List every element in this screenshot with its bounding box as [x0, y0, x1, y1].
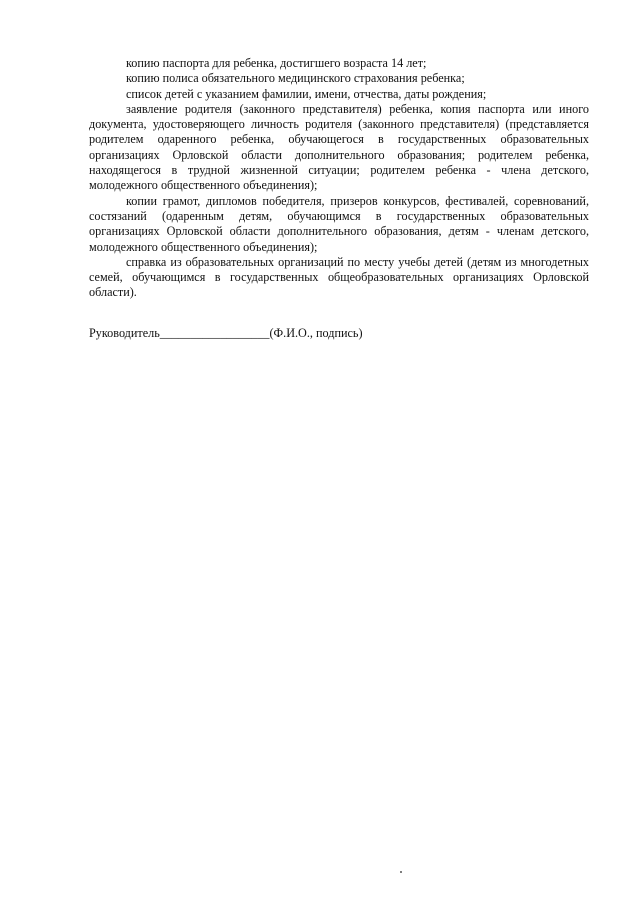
paragraph-insurance-policy: копию полиса обязательного медицинского страхования ребенка; — [126, 71, 465, 86]
paragraph-passport-copy: копию паспорта для ребенка, достигшего возраста 14 лет; — [126, 56, 427, 70]
paragraph-parent-statement: заявление родителя (законного представителя) ребенка, копия паспорта или иного документа, удостоверяющего личность родителя (законного представителя) (представляется родителем одаренного ребенка, обучающегося в государственных образовательных организациях Орловской области дополнительного образования; родителем ребенка, находящегося в трудной жизненной ситуации; родителем ребенка - члена детского, молодежного общественного объединения); — [89, 101, 589, 193]
paragraph-certificates-copies: копии грамот, дипломов победителя, призеров конкурсов, фестивалей, соревнований, состязаний (одаренным детям, обучающимся в государственных образовательных организациях Орловской области дополнительного образования, детям - членам детского, молодежного общественного объединения); — [89, 193, 589, 254]
paragraph-school-reference: справка из образовательных организаций по месту учебы детей (детям из многодетных семей, обучающимся в государственных общеобразовательных организациях Орловской области). — [89, 254, 589, 300]
document-body — [89, 56, 589, 301]
paragraph-children-list: список детей с указанием фамилии, имени, отчества, даты рождения; — [126, 86, 487, 101]
page-mark — [400, 871, 402, 873]
signature-line: Руководитель__________________(Ф.И.О., подпись) — [89, 326, 363, 340]
